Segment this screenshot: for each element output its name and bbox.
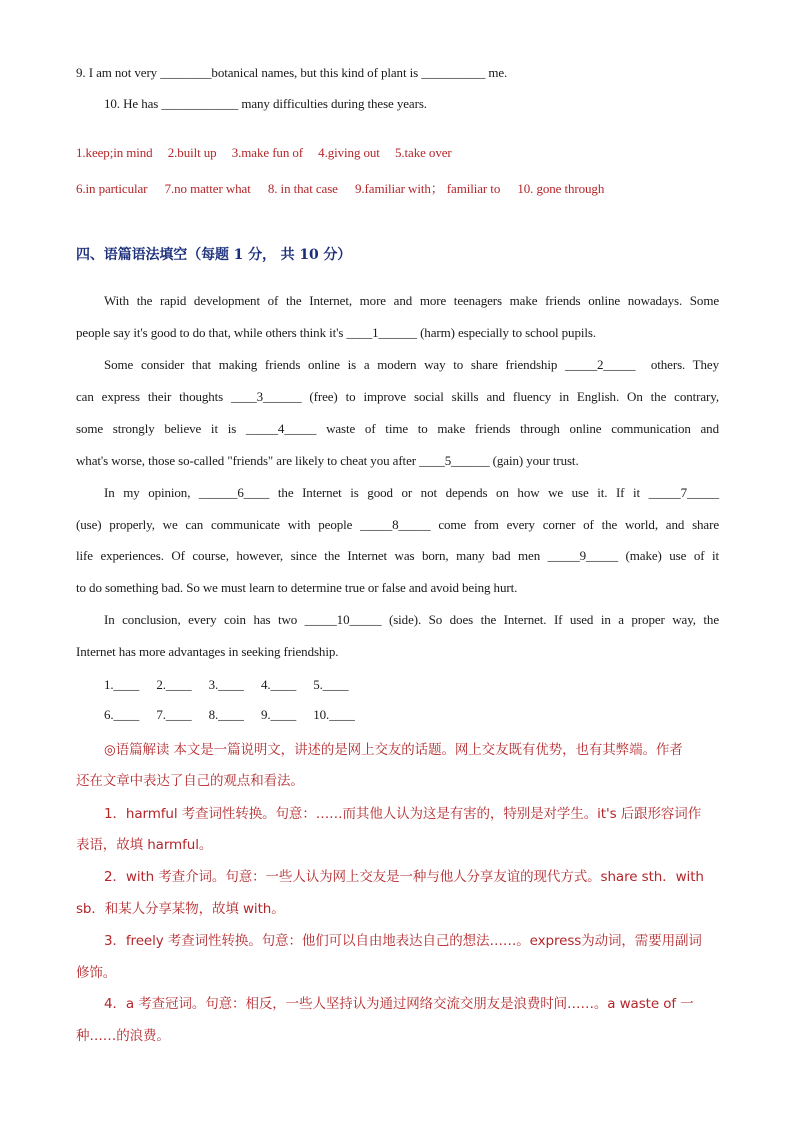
answer-10: 10. gone through xyxy=(517,181,605,196)
answer-9: 9.familiar with； familiar to xyxy=(355,181,501,196)
passage-p2-l1: Some consider that making friends online is a modern way to share friendship _____2_____ others. They xyxy=(104,357,719,372)
passage-p1-l2: people say it's good to do that, while others think it's ____1______ (harm) especially to school pupils. xyxy=(76,325,596,340)
analysis-4-l2: 种……的浪费。 xyxy=(76,1028,170,1044)
passage-p3-l3: life experiences. Of course, however, since the Internet was born, many bad men _____9_____ (make) use of it xyxy=(76,548,719,563)
analysis-2-l2: sb．和某人分享某物，故填 with。 xyxy=(76,901,285,917)
answer-4: 4.giving out xyxy=(318,145,380,160)
answer-8: 8. in that case xyxy=(267,181,338,196)
analysis-3-l1: 3．freely 考查词性转换。句意：他们可以自由地表达自己的想法……。express为动词，需要用副词 xyxy=(104,933,702,949)
passage-p3-l1: In my opinion, ______6____ the Internet is good or not depends on how we use it. If it _____7_____ xyxy=(104,485,719,500)
answer-key-row-1 xyxy=(76,145,464,161)
passage-p1-l1: With the rapid development of the Internet, more and more teenagers make friends online nowadays. Some xyxy=(104,293,719,308)
section-title: 四、语篇语法填空（每题 1 分， 共 10 分） xyxy=(76,247,352,263)
passage-p2-l3: some strongly believe it is _____4_____ waste of time to make friends through online communication and xyxy=(76,421,719,436)
blank-8: 8.____ xyxy=(208,707,244,722)
passage-p3-l2: (use) properly, we can communicate with people _____8_____ come from every corner of the world, and share xyxy=(76,517,719,532)
blank-4: 4.____ xyxy=(260,677,297,692)
answer-key-row-2 xyxy=(76,178,618,197)
analysis-1-l2: 表语，故填 harmful。 xyxy=(76,837,213,853)
passage-p2-l4: what's worse, those so-called "friends" are likely to cheat you after ____5______ (gain) your trust. xyxy=(76,453,579,468)
analysis-2-l1: 2．with 考查介词。句意：一些人认为网上交友是一种与他人分享友谊的现代方式。share sth．with xyxy=(104,869,704,885)
answer-3: 3.make fun of xyxy=(231,145,304,160)
passage-p4-l2: Internet has more advantages in seeking friendship. xyxy=(76,644,339,659)
blank-2: 2.____ xyxy=(156,677,192,692)
answer-6: 6.in particular xyxy=(76,181,148,196)
answer-blanks-row-2 xyxy=(104,707,369,723)
blank-3: 3.____ xyxy=(208,677,244,692)
analysis-4-l1: 4．a 考查冠词。句意：相反，一些人坚持认为通过网络交流交朋友是浪费时间……。a waste of 一 xyxy=(104,996,694,1012)
blank-9: 9.____ xyxy=(260,707,297,722)
question-10: 10. He has ____________ many difficulties during these years. xyxy=(104,96,427,111)
answer-1: 1.keep;in mind xyxy=(76,145,153,160)
analysis-3-l2: 修饰。 xyxy=(76,965,117,981)
analysis-1-l1: 1．harmful 考查词性转换。句意：……而其他人认为这是有害的，特别是对学生。it's 后跟形容词作 xyxy=(104,806,702,822)
blank-7: 7.____ xyxy=(156,707,192,722)
blank-1: 1.____ xyxy=(104,677,140,692)
passage-p4-l1: In conclusion, every coin has two _____10_____ (side). So does the Internet. If used in a proper way, the xyxy=(104,612,719,627)
answer-7: 7.no matter what xyxy=(164,181,251,196)
blank-10: 10.____ xyxy=(313,707,355,722)
answer-blanks-row-1 xyxy=(104,677,362,693)
passage-p2-l2: can express their thoughts ____3______ (free) to improve social skills and fluency in English. On the contrary, xyxy=(76,389,719,404)
blank-5: 5.____ xyxy=(313,677,349,692)
answer-2: 2.built up xyxy=(167,145,217,160)
analysis-intro-l2: 还在文章中表达了自己的观点和看法。 xyxy=(76,773,304,789)
question-9: 9. I am not very ________botanical names, but this kind of plant is __________ me. xyxy=(76,65,508,80)
analysis-intro-l1: ◎语篇解读 本文是一篇说明文，讲述的是网上交友的话题。网上交友既有优势，也有其弊端。作者 xyxy=(104,742,683,758)
answer-5: 5.take over xyxy=(394,145,452,160)
blank-6: 6.____ xyxy=(104,707,140,722)
passage-p3-l4: to do something bad. So we must learn to determine true or false and avoid being hurt. xyxy=(76,580,518,595)
